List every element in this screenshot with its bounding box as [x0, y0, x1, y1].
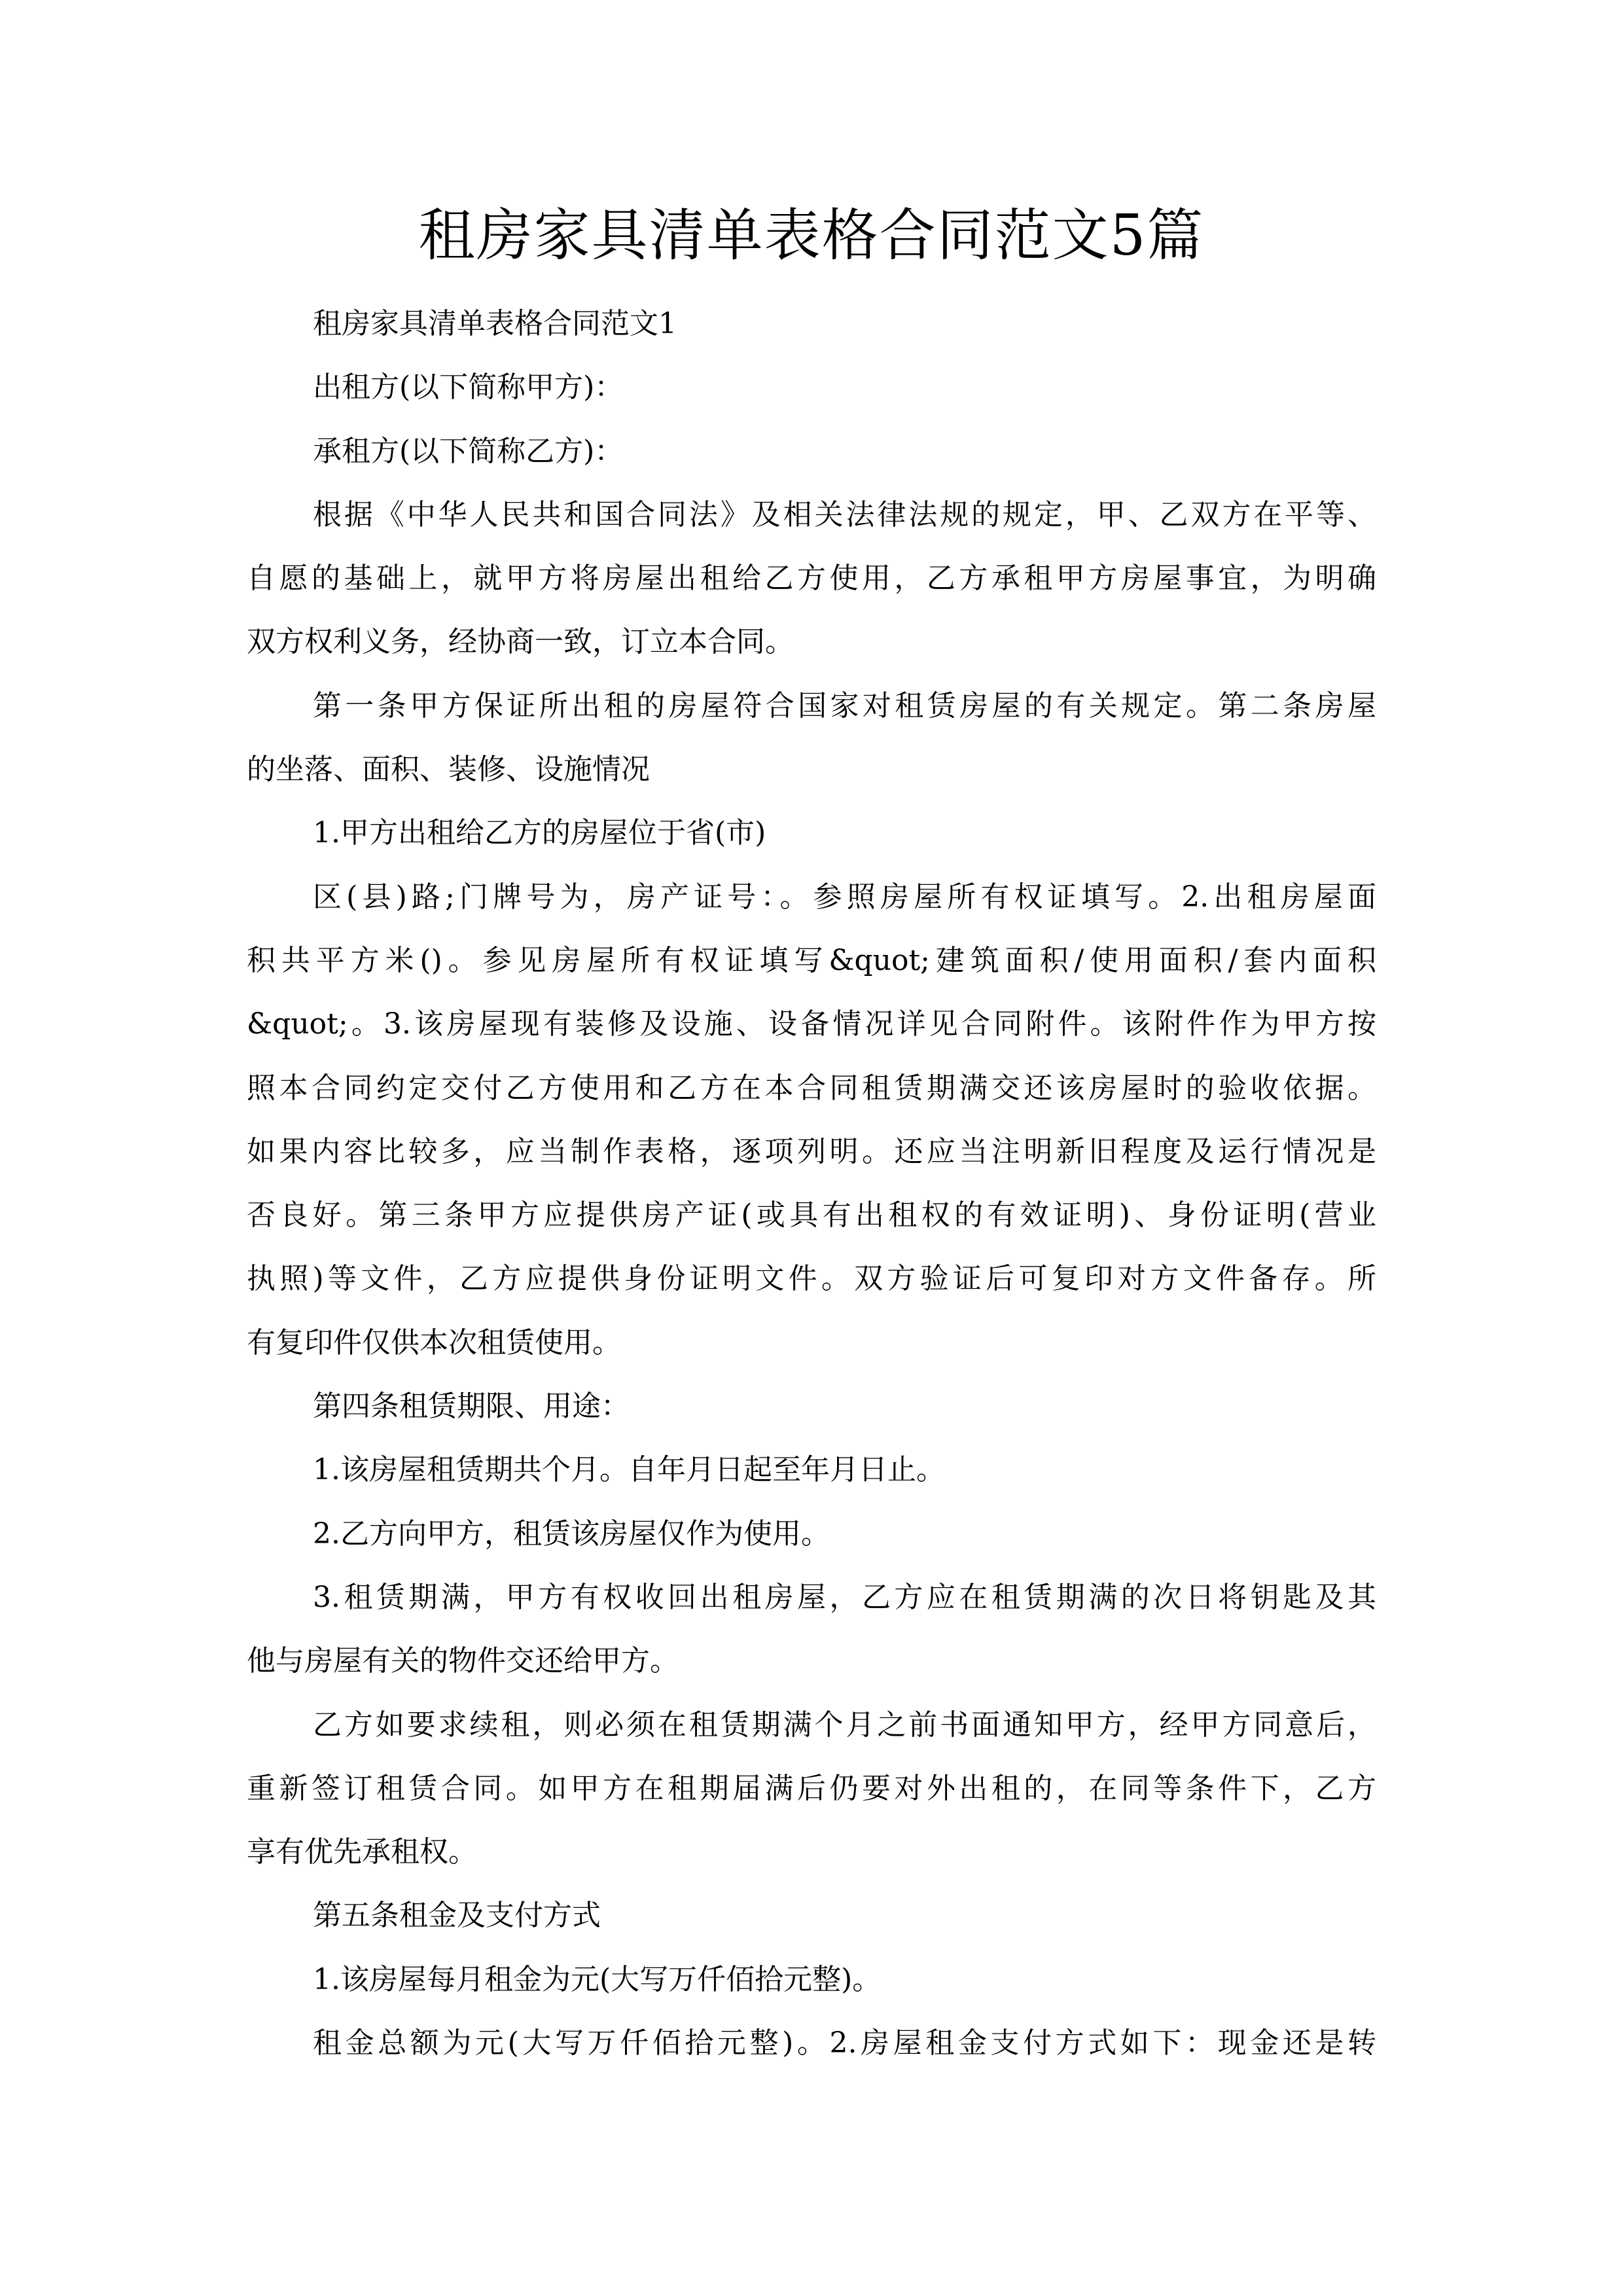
text-line: 照本合同约定交付乙方使用和乙方在本合同租赁期满交还该房屋时的验收依据。 — [247, 1071, 1376, 1105]
text-line: 第一条甲方保证所出租的房屋符合国家对租赁房屋的有关规定。第二条房屋 — [313, 689, 1376, 723]
text-line: 有复印件仅供本次租赁使用。 — [247, 1325, 621, 1359]
text-line: 自愿的基础上，就甲方将房屋出租给乙方使用，乙方承租甲方房屋事宜，为明确 — [247, 562, 1376, 596]
text-line: 的坐落、面积、装修、设施情况 — [247, 753, 650, 787]
text-line: 2.乙方向甲方，租赁该房屋仅作为使用。 — [313, 1516, 830, 1551]
text-line: 1.甲方出租给乙方的房屋位于省(市) — [313, 816, 766, 850]
text-line: 乙方如要求续租，则必须在租赁期满个月之前书面通知甲方，经甲方同意后， — [313, 1708, 1376, 1742]
text-line: 根据《中华人民共和国合同法》及相关法律法规的规定，甲、乙双方在平等、 — [313, 497, 1376, 531]
text-line: 积共平方米()。参见房屋所有权证填写&quot;建筑面积/使用面积/套内面积 — [247, 943, 1376, 977]
document-title: 租房家具清单表格合同范文5篇 — [418, 203, 1205, 268]
text-line: 第四条租赁期限、用途： — [313, 1390, 630, 1424]
document-body — [247, 292, 1376, 2075]
text-line: 3.租赁期满，甲方有权收回出租房屋，乙方应在租赁期满的次日将钥匙及其 — [313, 1580, 1376, 1614]
text-line: 否良好。第三条甲方应提供房产证(或具有出租权的有效证明)、身份证明(营业 — [247, 1198, 1376, 1232]
text-line: 如果内容比较多，应当制作表格，逐项列明。还应当注明新旧程度及运行情况是 — [247, 1134, 1376, 1168]
text-line: 双方权利义务，经协商一致，订立本合同。 — [247, 625, 794, 659]
text-line: 执照)等文件，乙方应提供身份证明文件。双方验证后可复印对方文件备存。所 — [247, 1262, 1376, 1296]
text-line: 1.该房屋每月租金为元(大写万仟佰拾元整)。 — [313, 1962, 882, 1996]
text-line: 租房家具清单表格合同范文1 — [313, 307, 677, 340]
text-line: 区(县)路;门牌号为，房产证号：。参照房屋所有权证填写。2.出租房屋面 — [313, 880, 1376, 914]
text-line: 承租方(以下简称乙方)： — [313, 434, 624, 468]
text-line: 1.该房屋租赁期共个月。自年月日起至年月日止。 — [313, 1453, 945, 1487]
text-line: &quot;。3.该房屋现有装修及设施、设备情况详见合同附件。该附件作为甲方按 — [247, 1007, 1376, 1041]
text-line: 享有优先承租权。 — [247, 1835, 477, 1869]
text-line: 出租方(以下简称甲方)： — [313, 370, 624, 404]
text-line: 租金总额为元(大写万仟佰拾元整)。2.房屋租金支付方式如下：现金还是转 — [313, 2026, 1376, 2060]
text-line: 重新签订租赁合同。如甲方在租期届满后仍要对外出租的，在同等条件下，乙方 — [247, 1771, 1376, 1805]
text-line: 第五条租金及支付方式 — [313, 1899, 601, 1933]
text-line: 他与房屋有关的物件交还给甲方。 — [247, 1644, 679, 1678]
